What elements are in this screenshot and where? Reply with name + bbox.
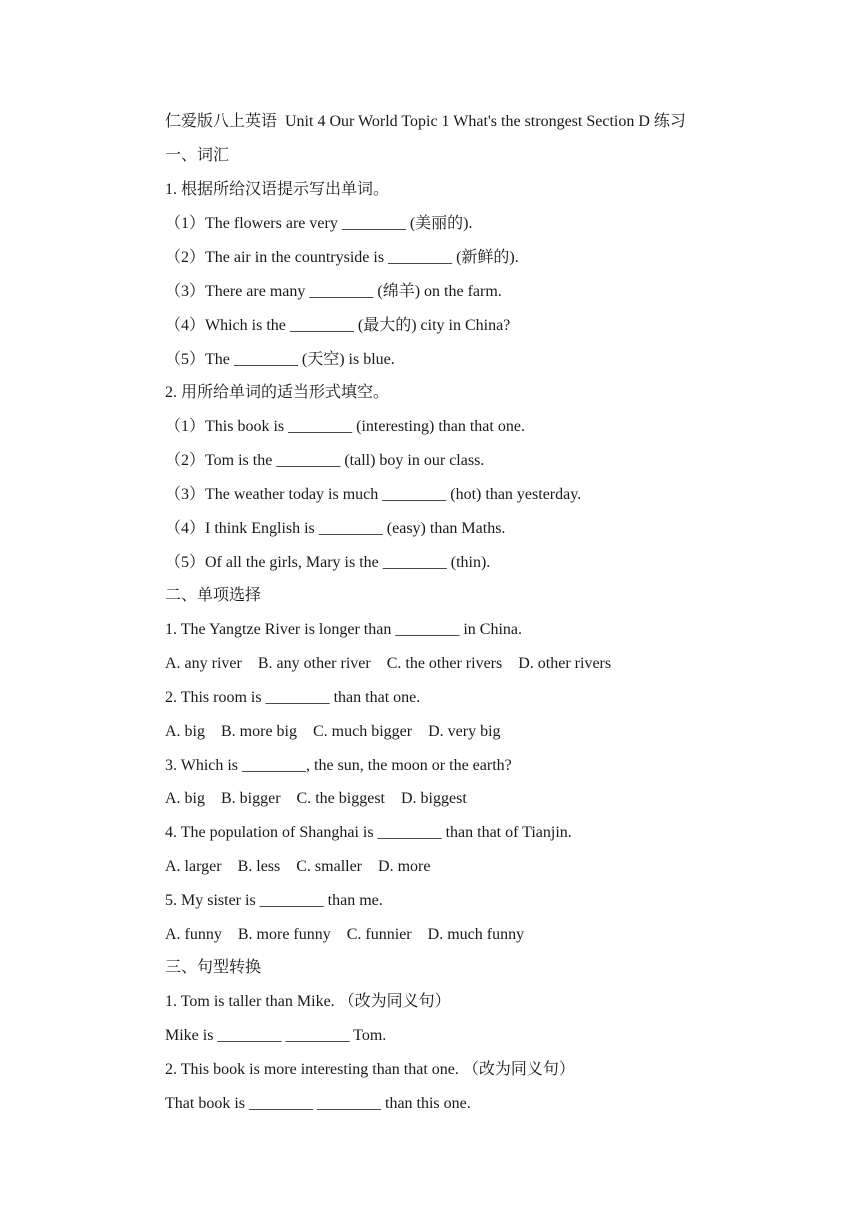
choice-options: A. larger B. less C. smaller D. more xyxy=(165,858,431,875)
section-heading-sentence-transformation: 三、句型转换 xyxy=(165,959,262,976)
section-heading-vocabulary: 一、词汇 xyxy=(165,147,230,164)
vocab-item: （3）There are many ________ (绵羊) on the farm. xyxy=(165,283,502,300)
transform-question: 1. Tom is taller than Mike. （改为同义句） xyxy=(165,993,451,1010)
choice-question: 3. Which is ________, the sun, the moon or the earth? xyxy=(165,757,512,774)
transform-answer-line: That book is ________ ________ than this one. xyxy=(165,1095,471,1112)
choice-options: A. any river B. any other river C. the other rivers D. other rivers xyxy=(165,655,612,672)
choice-question: 5. My sister is ________ than me. xyxy=(165,892,383,909)
choice-options: A. big B. bigger C. the biggest D. biggest xyxy=(165,790,467,807)
subsection-heading-chinese-hints: 1. 根据所给汉语提示写出单词。 xyxy=(165,181,390,198)
document-title: 仁爱版八上英语 Unit 4 Our World Topic 1 What's the strongest Section D 练习 xyxy=(165,113,686,130)
vocab-item: （2）The air in the countryside is ________ (新鲜的). xyxy=(165,249,519,266)
word-form-item: （2）Tom is the ________ (tall) boy in our class. xyxy=(165,452,485,469)
word-form-item: （1）This book is ________ (interesting) than that one. xyxy=(165,418,525,435)
vocab-item: （4）Which is the ________ (最大的) city in China? xyxy=(165,317,511,334)
transform-question: 2. This book is more interesting than that one. （改为同义句） xyxy=(165,1061,575,1078)
subsection-heading-word-forms: 2. 用所给单词的适当形式填空。 xyxy=(165,384,390,401)
word-form-item: （4）I think English is ________ (easy) than Maths. xyxy=(165,520,506,537)
vocab-item: （1）The flowers are very ________ (美丽的). xyxy=(165,215,473,232)
vocab-item: （5）The ________ (天空) is blue. xyxy=(165,351,395,368)
choice-question: 4. The population of Shanghai is ________ than that of Tianjin. xyxy=(165,824,572,841)
word-form-item: （5）Of all the girls, Mary is the ________ (thin). xyxy=(165,554,491,571)
section-heading-multiple-choice: 二、单项选择 xyxy=(165,587,262,604)
choice-options: A. funny B. more funny C. funnier D. much funny xyxy=(165,926,525,943)
transform-answer-line: Mike is ________ ________ Tom. xyxy=(165,1027,387,1044)
choice-question: 1. The Yangtze River is longer than ________ in China. xyxy=(165,621,522,638)
choice-options: A. big B. more big C. much bigger D. very big xyxy=(165,723,501,740)
word-form-item: （3）The weather today is much ________ (hot) than yesterday. xyxy=(165,486,582,503)
choice-question: 2. This room is ________ than that one. xyxy=(165,689,421,706)
